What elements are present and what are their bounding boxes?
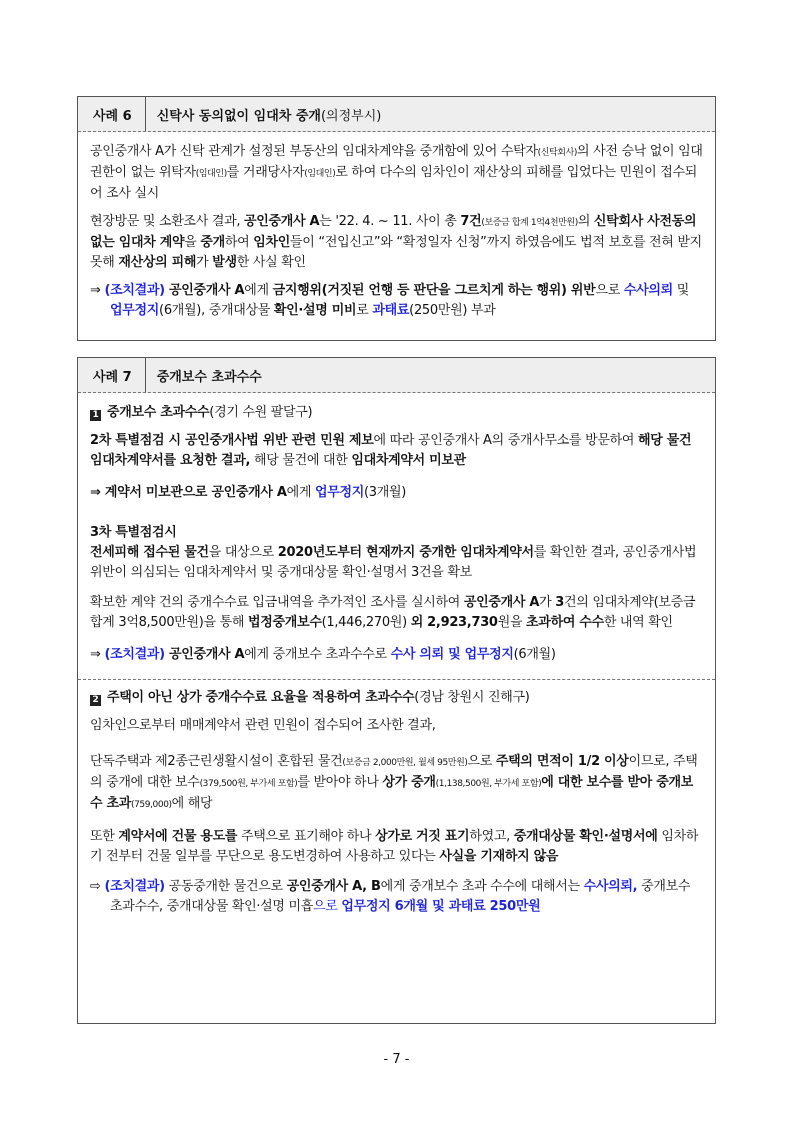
subcase-2-heading: 2 주택이 아닌 상가 중개수수료 요율을 적용하여 초과수수(경남 창원시 진해구) bbox=[90, 688, 703, 708]
subcase-1-paragraph-2: 3차 특별점검시 전세피해 접수된 물건을 대상으로 2020년도부터 현재까지 중개한 임대차계약서를 확인한 결과, 공인중개사법 위반이 의심되는 임대차계약서 및 중개대상물 확인·설명서 3건을 확보 bbox=[90, 525, 697, 580]
case-6-header bbox=[78, 97, 715, 132]
case-6-title: 신탁사 동의없이 임대차 중개(의정부시) bbox=[156, 108, 382, 124]
case-7-box bbox=[77, 357, 716, 1024]
case-6-paragraph-1: 공인중개사 A가 신탁 관계가 설정된 부동산의 임대차계약을 중개함에 있어 수탁자(신탁회사)의 사전 승낙 없이 임대 권한이 없는 위탁자(임대인)를 거래당사자(임대인)로 하여 다수의 임차인이 재산상의 피해를 입었다는 민원이 접수되어 조사 실시 bbox=[90, 144, 703, 201]
subcase-1-paragraph-1: 2차 특별점검 시 공인중개사법 위반 관련 민원 제보에 따라 공인중개사 A의 중개사무소를 방문하여 해당 물건 임대차계약서를 요청한 결과, 해당 물건에 대한 임대차계약서 미보관 bbox=[90, 433, 692, 468]
case-6-result: ⇒ (조치결과) 공인중개사 A에게 금지행위(거짓된 언행 등 판단을 그르치게 하는 행위) 위반으로 수사의뢰 및 업무정지(6개월), 중개대상물 확인·설명 미비로 과태료(250만원) 부과 bbox=[90, 283, 689, 318]
subcase-1-result-2: ⇒ (조치결과) 공인중개사 A에게 중개보수 초과수수로 수사 의뢰 및 업무정지(6개월) bbox=[90, 647, 556, 662]
subcase-2-paragraph-3: 또한 계약서에 건물 용도를 주택으로 표기해야 하나 상가로 거짓 표기하였고, 중개대상물 확인·설명서에 임차하기 전부터 건물 일부를 무단으로 용도변경하여 사용하고 있다는 사실을 기재하지 않음 bbox=[90, 829, 699, 864]
case-6-paragraph-2: 현장방문 및 소환조사 결과, 공인중개사 A는 '22. 4. ~ 11. 사이 총 7건(보증금 합계 1억4천만원)의 신탁회사 사전동의 없는 임대차 계약을 중개하여 임차인들이 “전입신고”와 “확정일자 신청”까지 하였음에도 법적 보호를 전혀 받지 못해 재산상의 피해가 발생한 사실 확인 bbox=[90, 214, 702, 270]
case-6-label: 사례 6 bbox=[78, 97, 146, 131]
section-divider bbox=[78, 679, 715, 680]
case-7-label: 사례 7 bbox=[78, 358, 146, 392]
case-7-title: 중개보수 초과수수 bbox=[156, 369, 262, 385]
case-6-body bbox=[78, 132, 715, 333]
subcase-1-paragraph-3: 확보한 계약 건의 중개수수료 입금내역을 추가적인 조사를 실시하여 공인중개사 A가 3건의 임대차계약(보증금 합계 3억8,500만원)을 통해 법정중개보수(1,446,270원) 외 2,923,730원을 초과하여 수수한 내역 확인 bbox=[90, 595, 696, 630]
numbered-square-icon: 1 bbox=[90, 410, 101, 421]
case-7-body bbox=[78, 393, 715, 929]
subcase-1-result-1: ⇒ 계약서 미보관으로 공인중개사 A에게 업무정지(3개월) bbox=[90, 485, 407, 500]
subcase-1-heading: 1 중개보수 초과수수(경기 수원 팔달구) bbox=[90, 403, 703, 423]
page-number: - 7 - bbox=[383, 1052, 410, 1067]
subcase-2-paragraph-2: 단독주택과 제2종근린생활시설이 혼합된 물건(보증금 2,000만원, 월세 95만원)으로 주택의 면적이 1/2 이상이므로, 주택의 중개에 대한 보수(379,500원, 부가세 포함)를 받아야 하나 상가 중개(1,138,500원, 부가세 포함)에 대한 보수를 받아 중개보수 초과(759,000)에 해당 bbox=[90, 754, 698, 811]
subcase-2-paragraph-1: 임차인으로부터 매매계약서 관련 민원이 접수되어 조사한 결과, bbox=[90, 718, 436, 733]
subcase-2-result: ⇨ (조치결과) 공동중개한 물건으로 공인중개사 A, B에게 중개보수 초과 수수에 대해서는 수사의뢰, 중개보수 초과수수, 중개대상물 확인·설명 미흡으로 업무정지 6개월 및 과태료 250만원 bbox=[90, 879, 691, 914]
case-6-box bbox=[77, 96, 716, 341]
case-7-header bbox=[78, 358, 715, 393]
numbered-square-icon: 2 bbox=[90, 695, 101, 706]
